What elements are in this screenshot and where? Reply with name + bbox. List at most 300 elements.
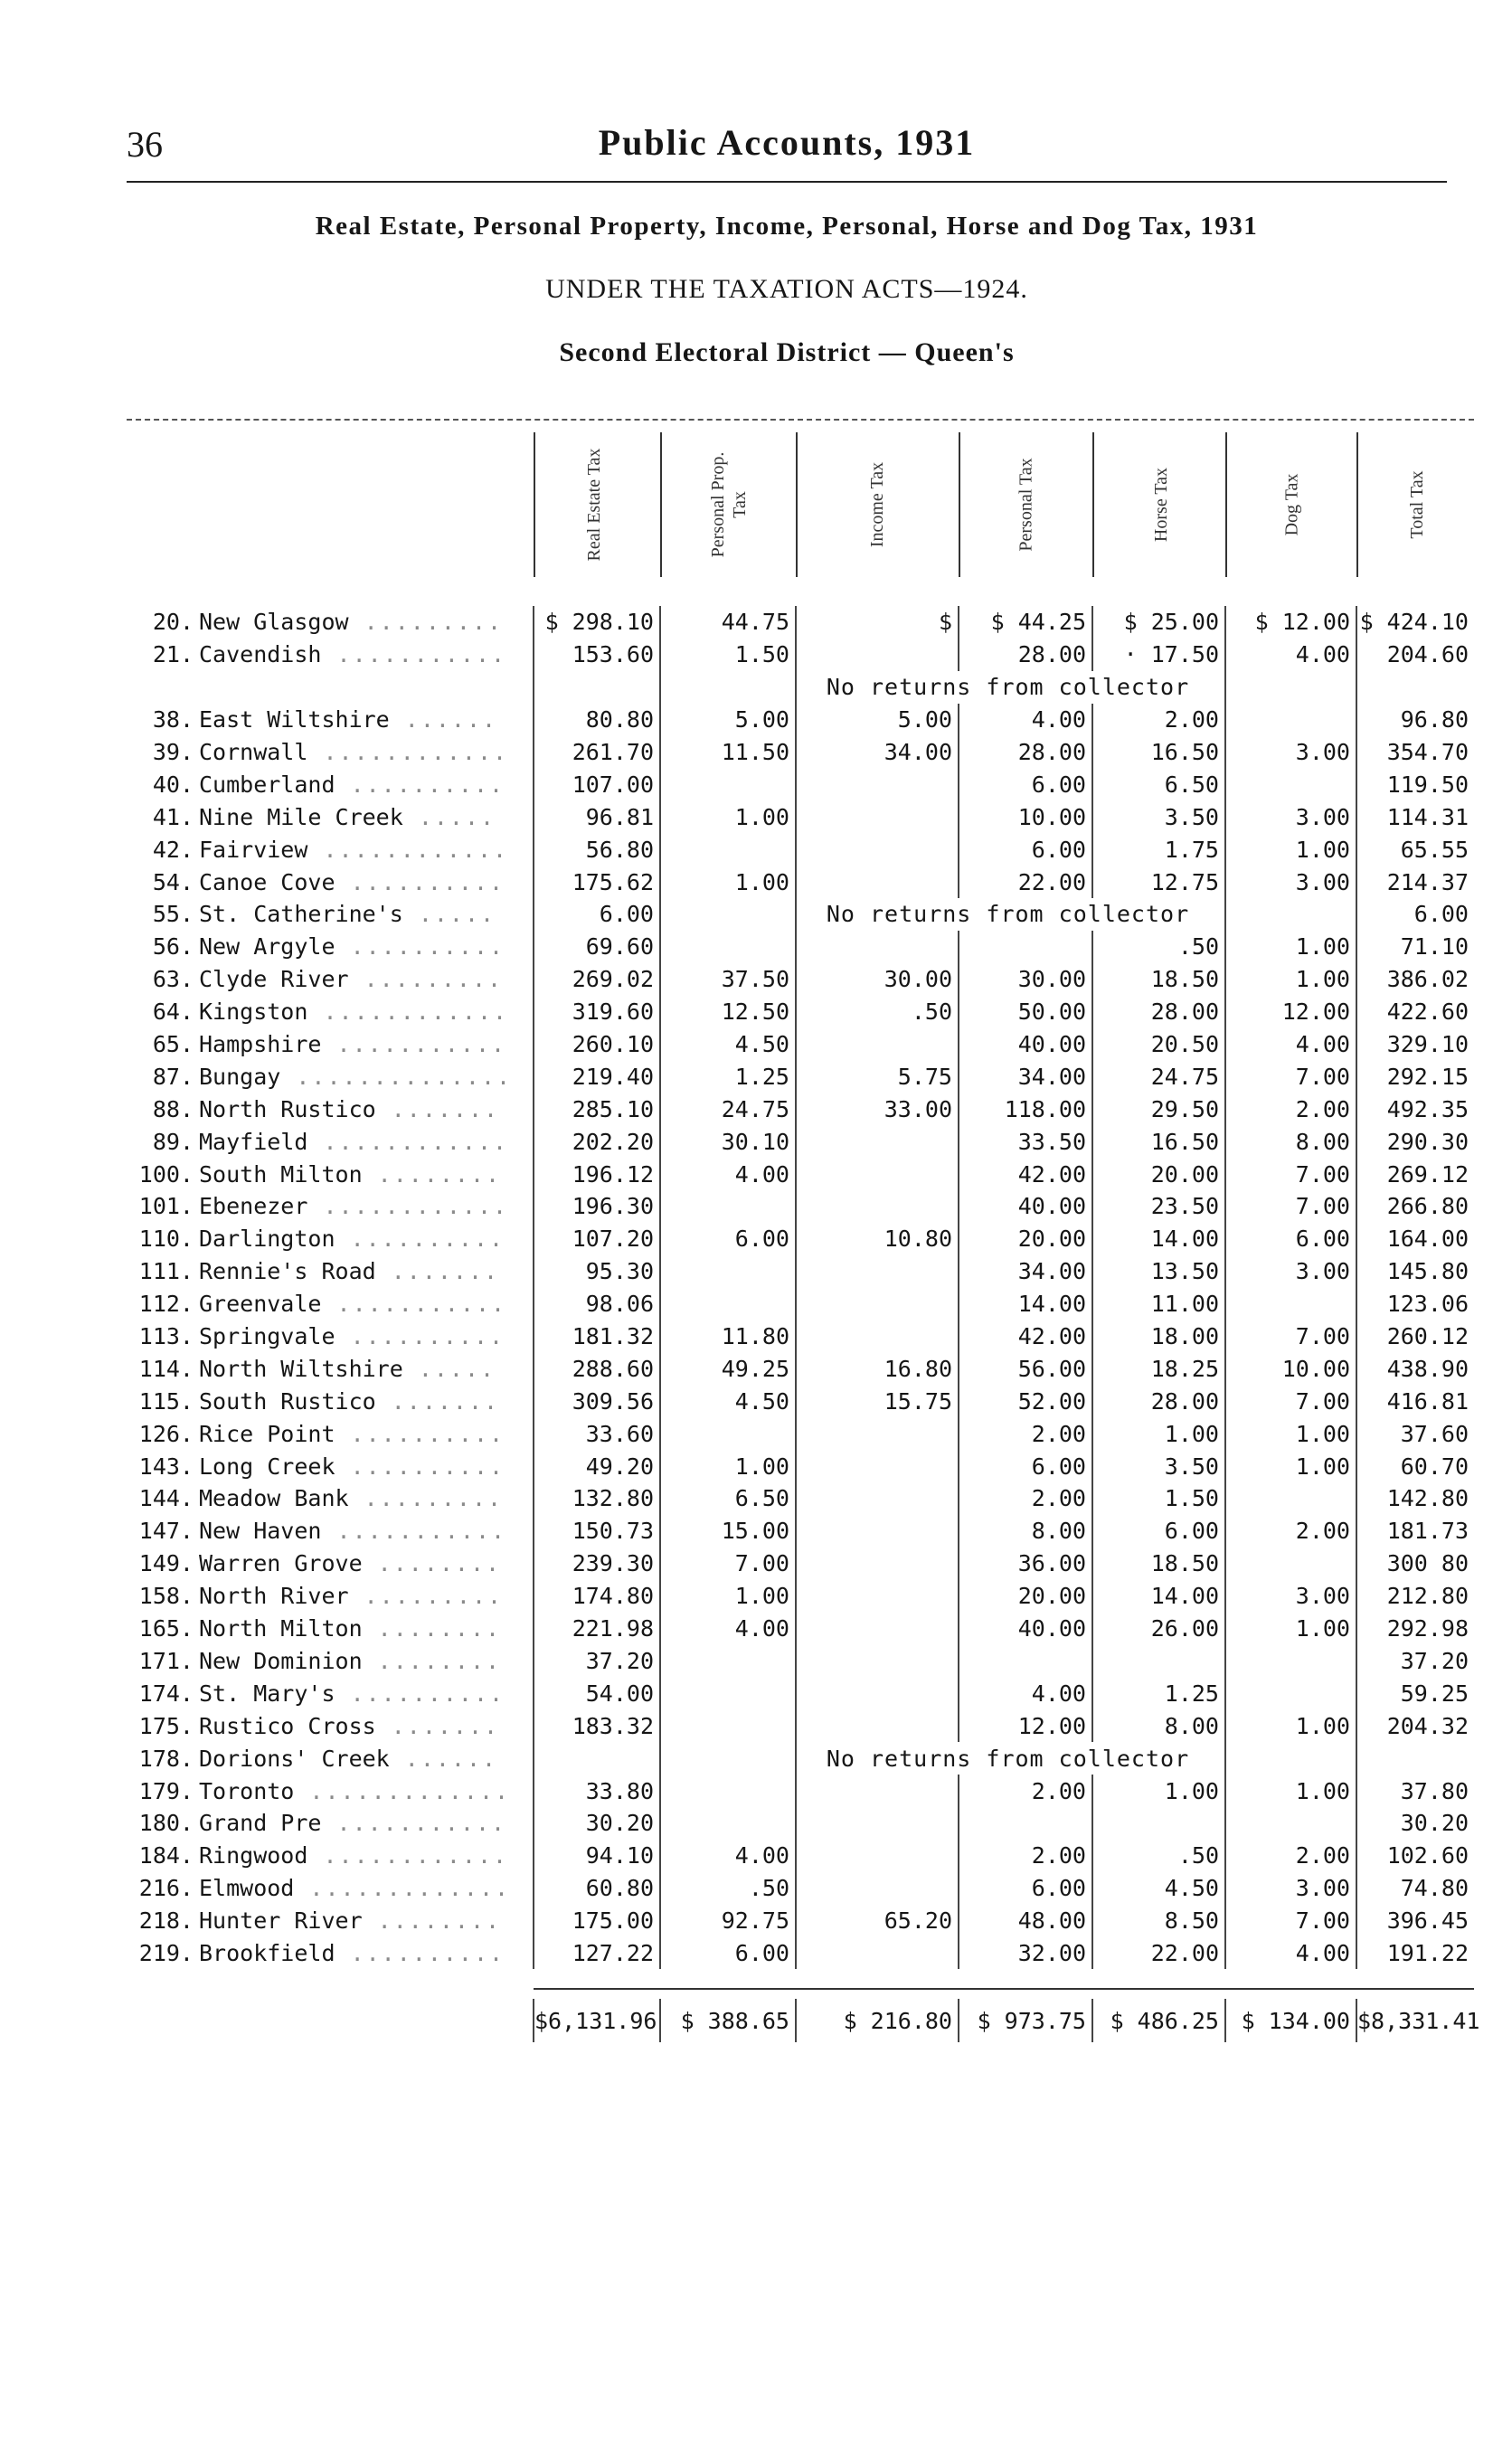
cell-horse-tax: 1.75 [1092,833,1225,866]
cell-dog-tax [1225,704,1356,736]
cell-total-tax: 204.60 [1356,639,1474,671]
table-row [127,1450,1474,1482]
cell-horse-tax: 1.00 [1092,1417,1225,1450]
cell-income-tax [796,1158,959,1190]
district-number: 38. [152,706,194,734]
cell-total-tax [1356,671,1474,704]
district-number: 63. [152,966,194,993]
total-total-tax: $8,331.41 [1356,1999,1474,2042]
cell-personal-prop-tax: 5.00 [660,704,796,736]
table-row [127,833,1474,866]
cell-personal-prop-tax: 92.75 [660,1905,796,1937]
cell-dog-tax: 3.00 [1225,1580,1356,1613]
cell-horse-tax: 28.00 [1092,1385,1225,1417]
dot-leader: .......... [335,1680,506,1707]
cell-real-estate-tax: 288.60 [534,1352,660,1385]
cell-personal-tax: 52.00 [959,1385,1092,1417]
table-row [127,1158,1474,1190]
cell-personal-prop-tax: 37.50 [660,963,796,996]
cell-income-tax [796,1450,959,1482]
dot-leader: .......... [335,1323,506,1350]
cell-total-tax: 214.37 [1356,866,1474,898]
cell-dog-tax: 7.00 [1225,1905,1356,1937]
district-number: 114. [138,1355,194,1382]
district-name-text: Dorions' Creek [199,1745,390,1772]
district-number: 20. [152,609,194,636]
cell-horse-tax: 20.00 [1092,1158,1225,1190]
cell-personal-prop-tax: 30.10 [660,1125,796,1158]
cell-income-tax [796,1840,959,1872]
cell-total-tax: 212.80 [1356,1580,1474,1613]
cell-income-tax: 30.00 [796,963,959,996]
cell-personal-tax: 6.00 [959,833,1092,866]
table-row [127,1320,1474,1353]
cell-personal-prop-tax [660,1645,796,1678]
district-name-text: North Rustico [199,1095,376,1122]
district-name [199,1450,534,1482]
cell-income-tax [796,800,959,833]
cell-personal-prop-tax: 44.75 [660,606,796,639]
cell-personal-prop-tax: 4.00 [660,1158,796,1190]
table-row [127,1125,1474,1158]
cell-personal-prop-tax: .50 [660,1872,796,1905]
cell-horse-tax: 29.50 [1092,1093,1225,1125]
no-returns-note: No returns from collector [796,671,1225,704]
district-name [199,963,534,996]
cell-horse-tax: 8.50 [1092,1905,1225,1937]
district-number: 175. [138,1712,194,1739]
cell-personal-tax: 56.00 [959,1352,1092,1385]
cell-horse-tax [1092,1645,1225,1678]
cell-personal-tax: 6.00 [959,768,1092,800]
column-header-total-tax: Total Tax [1356,432,1476,577]
cell-dog-tax [1225,1677,1356,1709]
cell-personal-prop-tax [660,1417,796,1450]
district-number: 89. [152,1128,194,1155]
cell-dog-tax [1225,1482,1356,1515]
table-row [127,1872,1474,1905]
district-name-text: Cumberland [199,771,335,798]
dot-leader: .......... [335,1939,506,1966]
cell-income-tax [796,1872,959,1905]
cell-personal-tax [959,1807,1092,1840]
cell-income-tax [796,639,959,671]
dot-leader: ........... [321,1518,507,1545]
district-number: 144. [138,1485,194,1512]
cell-total-tax: 164.00 [1356,1223,1474,1255]
cell-dog-tax [1225,1645,1356,1678]
table-row [127,1255,1474,1288]
table-body [127,606,1474,1969]
cell-dog-tax: 3.00 [1225,736,1356,769]
cell-personal-prop-tax [660,768,796,800]
cell-personal-prop-tax [660,1807,796,1840]
cell-real-estate-tax: 239.30 [534,1548,660,1580]
cell-horse-tax: 22.00 [1092,1937,1225,1970]
cell-dog-tax: 1.00 [1225,1775,1356,1807]
table-row [127,639,1474,671]
district-name-text: Ebenezer [199,1193,308,1220]
district-number: 147. [138,1518,194,1545]
cell-total-tax: 269.12 [1356,1158,1474,1190]
district-number: 158. [138,1583,194,1610]
cell-horse-tax: 18.50 [1092,1548,1225,1580]
cell-horse-tax: 2.00 [1092,704,1225,736]
district-name-text: Canoe Cove [199,868,335,895]
district-number: 113. [138,1323,194,1350]
dot-leader: ......... [348,966,504,993]
cell-personal-prop-tax [660,1709,796,1742]
cell-total-tax: 292.15 [1356,1060,1474,1093]
district-name [199,866,534,898]
no-returns-note: No returns from collector [796,898,1225,931]
cell-real-estate-tax [534,671,660,704]
district-number: 174. [138,1680,194,1707]
dot-leader: .......... [335,868,506,895]
table-row [127,1385,1474,1417]
cell-income-tax: 34.00 [796,736,959,769]
cell-real-estate-tax: 269.02 [534,963,660,996]
table-row [127,1515,1474,1548]
cell-income-tax [796,768,959,800]
cell-dog-tax: 7.00 [1225,1385,1356,1417]
cell-horse-tax: 24.75 [1092,1060,1225,1093]
district-name-text: Clyde River [199,966,349,993]
district-number: 88. [152,1095,194,1122]
district-name [199,996,534,1028]
dot-leader: ......... [348,1583,504,1610]
district-name-text: Hunter River [199,1907,363,1935]
dot-leader: ....... [375,1095,500,1122]
table-row [127,1482,1474,1515]
column-header-personal-prop-tax: Personal Prop. Tax [660,432,796,577]
district-name [199,931,534,963]
cell-personal-prop-tax [660,931,796,963]
cell-personal-tax: 36.00 [959,1548,1092,1580]
dot-leader: ............ [307,999,509,1026]
cell-income-tax: 10.80 [796,1223,959,1255]
cell-horse-tax: 20.50 [1092,1028,1225,1061]
total-personal-prop-tax: $ 388.65 [660,1999,796,2042]
cell-personal-tax: 10.00 [959,800,1092,833]
cell-personal-tax: 42.00 [959,1158,1092,1190]
district-name-text: Mayfield [199,1128,308,1155]
table-row [127,1613,1474,1645]
cell-total-tax: 422.60 [1356,996,1474,1028]
district-number: 42. [152,836,194,863]
district-name [199,704,534,736]
cell-personal-tax: 12.00 [959,1709,1092,1742]
cell-total-tax: 329.10 [1356,1028,1474,1061]
cell-income-tax [796,1937,959,1970]
cell-personal-prop-tax: 6.00 [660,1223,796,1255]
cell-real-estate-tax: 261.70 [534,736,660,769]
district-name-text: New Glasgow [199,609,349,636]
cell-personal-prop-tax [660,1288,796,1320]
cell-income-tax: 33.00 [796,1093,959,1125]
cell-income-tax [796,1482,959,1515]
cell-total-tax: 142.80 [1356,1482,1474,1515]
cell-horse-tax: 1.25 [1092,1677,1225,1709]
cell-personal-prop-tax: 11.80 [660,1320,796,1353]
cell-horse-tax: 8.00 [1092,1709,1225,1742]
district-name-text: New Haven [199,1518,322,1545]
dot-leader: ..... [402,901,496,928]
dot-leader: ....... [375,1387,500,1415]
district-name [199,1548,534,1580]
cell-dog-tax: 7.00 [1225,1158,1356,1190]
cell-horse-tax [1092,1807,1225,1840]
district-name-text: Warren Grove [199,1550,363,1577]
district-name [199,736,534,769]
cell-real-estate-tax: 33.80 [534,1775,660,1807]
cell-total-tax: 266.80 [1356,1190,1474,1223]
district-name-text: Rustico Cross [199,1712,376,1739]
table-row [127,1580,1474,1613]
table-row [127,866,1474,898]
cell-personal-prop-tax: 12.50 [660,996,796,1028]
table-row [127,800,1474,833]
cell-horse-tax: 18.50 [1092,963,1225,996]
cell-real-estate-tax: 96.81 [534,800,660,833]
cell-personal-tax: 2.00 [959,1417,1092,1450]
cell-personal-tax: 30.00 [959,963,1092,996]
district-name-text: Rice Point [199,1420,335,1447]
table-row [127,996,1474,1028]
cell-income-tax [796,1709,959,1742]
district-name [199,1385,534,1417]
district-number [127,671,199,704]
cell-total-tax [1356,1742,1474,1775]
cell-income-tax [796,1645,959,1678]
cell-dog-tax: 3.00 [1225,1255,1356,1288]
dot-leader: ......... [348,609,504,636]
cell-real-estate-tax: 175.00 [534,1905,660,1937]
cell-personal-prop-tax [660,833,796,866]
district-name-text: Hampshire [199,1031,322,1058]
cell-total-tax: 123.06 [1356,1288,1474,1320]
cell-income-tax [796,1515,959,1548]
dot-leader: ......... [348,1485,504,1512]
district-number: 100. [138,1160,194,1188]
cell-income-tax [796,1320,959,1353]
cell-dog-tax: 4.00 [1225,1937,1356,1970]
table-row [127,1645,1474,1678]
cell-income-tax [796,1288,959,1320]
cell-personal-tax: 28.00 [959,639,1092,671]
page-number: 36 [127,124,163,165]
cell-personal-prop-tax: 1.00 [660,800,796,833]
cell-personal-prop-tax [660,898,796,931]
cell-dog-tax: 1.00 [1225,1613,1356,1645]
cell-real-estate-tax: 56.80 [534,833,660,866]
column-header-income-tax: Income Tax [796,432,956,577]
cell-real-estate-tax: 150.73 [534,1515,660,1548]
district-name-text: East Wiltshire [199,706,390,734]
district-name [199,1905,534,1937]
table-row [127,1742,1474,1775]
district-number: 56. [152,933,194,961]
cell-dog-tax [1225,768,1356,800]
totals-spacer [127,1999,199,2042]
cell-personal-tax: 42.00 [959,1320,1092,1353]
cell-personal-tax: 34.00 [959,1255,1092,1288]
district-name [199,1775,534,1807]
cell-total-tax: 386.02 [1356,963,1474,996]
table-row [127,1417,1474,1450]
district-name-text: Kingston [199,999,308,1026]
district-number: 41. [152,803,194,830]
cell-personal-prop-tax: 1.50 [660,639,796,671]
cell-income-tax [796,1807,959,1840]
cell-dog-tax [1225,671,1356,704]
total-dog-tax: $ 134.00 [1225,1999,1356,2042]
cell-income-tax [796,1677,959,1709]
dot-leader: ....... [375,1712,500,1739]
district-name [199,1645,534,1678]
cell-real-estate-tax: 95.30 [534,1255,660,1288]
district-name-text: North Milton [199,1615,363,1642]
district-name-text: Darlington [199,1226,335,1253]
district-heading: Second Electoral District — Queen's [559,337,1015,367]
district-name [199,1255,534,1288]
dot-leader: ....... [375,1258,500,1285]
dot-leader: ............. [294,1777,511,1804]
district-name-text: North Wiltshire [199,1355,403,1382]
district-name-text: Fairview [199,836,308,863]
district-name [199,639,534,671]
dot-leader: .......... [335,1420,506,1447]
dot-leader: ............ [307,1128,509,1155]
cell-real-estate-tax: 183.32 [534,1709,660,1742]
cell-horse-tax: 4.50 [1092,1872,1225,1905]
cell-horse-tax: · 17.50 [1092,639,1225,671]
dot-leader: ............ [307,1193,509,1220]
cell-income-tax: 5.00 [796,704,959,736]
district-name [199,1872,534,1905]
cell-total-tax: $ 424.10 [1356,606,1474,639]
district-name-text: Meadow Bank [199,1485,349,1512]
cell-dog-tax: 1.00 [1225,1709,1356,1742]
district-number: 165. [138,1615,194,1642]
cell-personal-tax: 40.00 [959,1613,1092,1645]
cell-personal-prop-tax: 4.00 [660,1613,796,1645]
district-name-text: South Milton [199,1160,363,1188]
cell-personal-prop-tax [660,1775,796,1807]
cell-income-tax [796,1580,959,1613]
cell-income-tax [796,1125,959,1158]
cell-real-estate-tax: $ 298.10 [534,606,660,639]
cell-dog-tax: 1.00 [1225,833,1356,866]
cell-income-tax [796,1613,959,1645]
table-row [127,1548,1474,1580]
cell-real-estate-tax: 94.10 [534,1840,660,1872]
cell-total-tax: 438.90 [1356,1352,1474,1385]
cell-dog-tax: 3.00 [1225,866,1356,898]
cell-personal-prop-tax: 1.00 [660,1580,796,1613]
cell-personal-prop-tax: 7.00 [660,1548,796,1580]
dot-leader: ........ [362,1160,502,1188]
cell-horse-tax: 3.50 [1092,800,1225,833]
cell-real-estate-tax: 174.80 [534,1580,660,1613]
cell-income-tax [796,833,959,866]
district-name-text: Bungay [199,1063,281,1090]
cell-horse-tax: 16.50 [1092,1125,1225,1158]
cell-personal-tax: 48.00 [959,1905,1092,1937]
cell-real-estate-tax: 37.20 [534,1645,660,1678]
dot-leader: .............. [280,1063,513,1090]
cell-personal-prop-tax: 6.00 [660,1937,796,1970]
cell-personal-prop-tax: 4.50 [660,1385,796,1417]
table-row [127,704,1474,736]
cell-real-estate-tax: 107.20 [534,1223,660,1255]
district-name-text: St. Mary's [199,1680,335,1707]
cell-total-tax: 354.70 [1356,736,1474,769]
district-name [199,1840,534,1872]
district-name [199,1937,534,1970]
no-returns-note: No returns from collector [796,1742,1225,1775]
cell-horse-tax: 18.00 [1092,1320,1225,1353]
cell-personal-tax: 2.00 [959,1775,1092,1807]
cell-income-tax: 5.75 [796,1060,959,1093]
cell-personal-tax: 33.50 [959,1125,1092,1158]
cell-personal-tax: 20.00 [959,1223,1092,1255]
district-name-text: South Rustico [199,1387,376,1415]
cell-real-estate-tax [534,1742,660,1775]
cell-horse-tax: 16.50 [1092,736,1225,769]
district-name [199,1352,534,1385]
cell-income-tax [796,1255,959,1288]
cell-total-tax: 30.20 [1356,1807,1474,1840]
district-number: 219. [138,1939,194,1966]
district-number: 149. [138,1550,194,1577]
table-top-rule [127,419,1474,421]
table-row [127,1028,1474,1061]
cell-personal-prop-tax [660,671,796,704]
cell-income-tax [796,931,959,963]
cell-personal-tax: 118.00 [959,1093,1092,1125]
cell-dog-tax: 6.00 [1225,1223,1356,1255]
cell-horse-tax: 12.75 [1092,866,1225,898]
cell-income-tax [796,1028,959,1061]
district-number: 39. [152,739,194,765]
cell-total-tax: 191.22 [1356,1937,1474,1970]
cell-horse-tax: 28.00 [1092,996,1225,1028]
totals-row [127,1999,1474,2042]
district-name-text: Rennie's Road [199,1258,376,1285]
cell-horse-tax: 6.50 [1092,768,1225,800]
cell-total-tax: 37.20 [1356,1645,1474,1678]
cell-dog-tax [1225,1548,1356,1580]
cell-real-estate-tax: 309.56 [534,1385,660,1417]
district-name-text: Springvale [199,1323,335,1350]
district-number: 54. [152,868,194,895]
cell-dog-tax: $ 12.00 [1225,606,1356,639]
district-name [199,606,534,639]
district-name [199,1742,534,1775]
cell-dog-tax: 1.00 [1225,1417,1356,1450]
district-name-text: Ringwood [199,1842,308,1869]
dot-leader: .......... [335,1226,506,1253]
district-name [199,1190,534,1223]
cell-personal-tax: 8.00 [959,1515,1092,1548]
cell-personal-tax: 2.00 [959,1840,1092,1872]
dot-leader: ...... [389,1745,498,1772]
district-name [199,768,534,800]
district-name [199,1093,534,1125]
cell-real-estate-tax: 49.20 [534,1450,660,1482]
district-name-text: North River [199,1583,349,1610]
